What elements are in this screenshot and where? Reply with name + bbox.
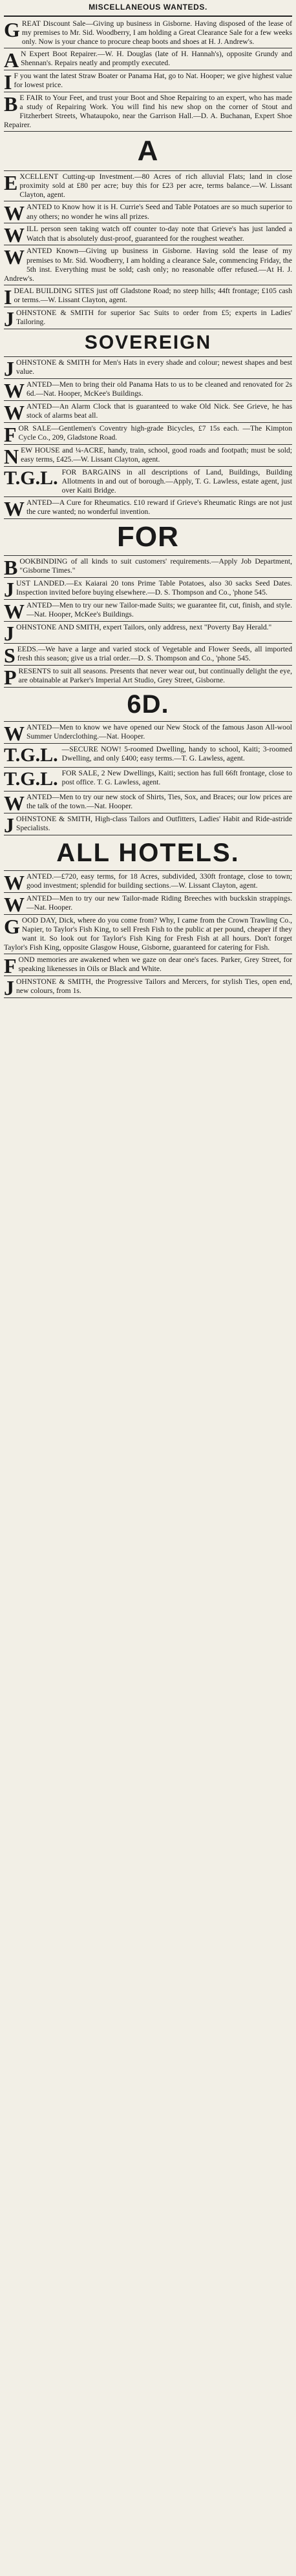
banner-all-hotels: ALL HOTELS. — [4, 835, 292, 871]
ad-initial-letter: W — [4, 721, 25, 744]
classified-ad — [4, 379, 292, 401]
classified-ad — [4, 915, 292, 954]
classified-ad — [4, 245, 292, 285]
ads-group-3 — [4, 357, 292, 519]
classified-ad — [4, 893, 292, 915]
classified-ad — [4, 578, 292, 600]
ad-initial-letter: W — [4, 892, 25, 915]
ad-text: OR SALE—Gentlemen's Coventry high-grade Bicycles, £7 15s each. —The Kimpton Cycle Co., 209, Gladstone Road. — [18, 424, 292, 442]
classified-ad — [4, 600, 292, 622]
ad-initial-letter: E — [4, 171, 18, 195]
ad-initial-letter: W — [4, 791, 25, 813]
ad-heading: T.G.L. — [4, 744, 58, 766]
ad-text: ILL person seen taking watch off counter to-day note that Grieve's has just landed a Watch that is absolutely dust-proof, guaranteed for the roughest weather. — [26, 225, 292, 243]
ad-text: ANTED—Men to try our new Tailor-made Riding Breeches with buckskin strappings.—Nat. Hooper. — [26, 894, 292, 912]
ad-initial-letter: N — [4, 444, 19, 467]
ad-initial-letter: J — [4, 976, 14, 998]
classified-ad — [4, 497, 292, 519]
classified-ad — [4, 644, 292, 666]
ad-initial-letter: J — [4, 307, 14, 329]
section-header: MISCELLANEOUS WANTEDS. — [4, 0, 292, 17]
ad-initial-letter: G — [4, 18, 20, 41]
classified-ad — [4, 467, 292, 497]
classified-ad — [4, 401, 292, 423]
ad-text: DEAL BUILDING SITES just off Gladstone Road; no steep hills; 44ft frontage; £105 cash or terms.—W. Lissant Clayton, agent. — [14, 286, 292, 304]
ad-heading: T.G.L. — [4, 768, 58, 790]
ad-text: N Expert Boot Repairer.—W. H. Douglas (late of H. Hannah's), opposite Grundy and Shennan's. Repairs neatly and promptly executed. — [21, 50, 292, 68]
classified-ad — [4, 813, 292, 835]
classified-ad — [4, 768, 292, 792]
ad-initial-letter: W — [4, 245, 25, 269]
ad-text: REAT Discount Sale—Giving up business in Gisborne. Having disposed of the lease of my premises to Mr. Sid. Woodberry, I am holding a Great Clearance Sale for a few weeks only. Now is your chance to procure cheap boots and shoes at H. J. Andrew's. — [21, 19, 292, 46]
ad-initial-letter: W — [4, 496, 25, 519]
ad-text: RESENTS to suit all seasons. Presents that never wear out, but continually delight the eye, are obtainable at Parker's Imperial Art Studio, Grey Street, Gisborne. — [18, 666, 292, 684]
ad-initial-letter: J — [4, 813, 14, 835]
ad-text: —SECURE NOW! 5-roomed Dwelling, handy to school, Kaiti; 3-roomed Dwelling, and only £400; easy terms.—T. G. Lawless, agent. — [61, 744, 292, 762]
classified-ad — [4, 666, 292, 688]
ad-initial-letter: A — [4, 48, 19, 71]
classified-ad — [4, 70, 292, 92]
classified-ad — [4, 171, 292, 201]
ad-text: OHNSTONE & SMITH, the Progressive Tailors and Mercers, for stylish Ties, open end, new colours, from 1s. — [16, 977, 292, 996]
ad-initial-letter: P — [4, 665, 17, 688]
ad-initial-letter: F — [4, 422, 17, 445]
ad-text: OOD DAY, Dick, where do you come from? Why, I came from the Crown Trawling Co., Napier, to Taylor's Fish King, to sell Fresh Fish to the public at per pound, cheaper if they want it. So look out for Taylor's Fish King for Fresh Fish at all hours. Don't forget Taylor's Fish King, opposite Glasgow House, Gisborne, guaranteed for catering for Fish. — [4, 915, 292, 952]
ad-text: ANTED—A Cure for Rheumatics. £10 reward if Grieve's Rheumatic Rings are not just the cure wanted; no wonderful invention. — [26, 498, 292, 516]
ad-initial-letter: J — [4, 356, 14, 379]
classified-ad — [4, 18, 292, 48]
classified-ad — [4, 285, 292, 307]
ad-initial-letter: F — [4, 954, 17, 976]
ad-text: UST LANDED.—Ex Kaiarai 20 tons Prime Table Potatoes, also 30 sacks Seed Dates. Inspection invited before buying elsewhere.—D. S. Thompson and Co., 'phone 545. — [16, 578, 292, 597]
classified-ad — [4, 556, 292, 578]
ad-text: OND memories are awakened when we gaze on dear one's faces. Parker, Grey Street, for speaking likenesses in Oils or Black and White. — [18, 955, 292, 974]
ad-initial-letter: J — [4, 621, 14, 644]
ad-text: OHNSTONE & SMITH, High-class Tailors and Outfitters, Ladies' Habit and Ride-astride Specialists. — [16, 814, 292, 832]
ad-text: ANTED to Know how it is H. Currie's Seed and Table Potatoes are so much superior to any others; no wonder he wins all prizes. — [26, 203, 292, 221]
ad-initial-letter: J — [4, 577, 14, 600]
ads-group-2 — [4, 171, 292, 329]
ad-text: ANTED.—£720, easy terms, for 18 Acres, subdivided, 330ft frontage, close to town; good investment; splendid for building sections.—W. Lissant Clayton, agent. — [26, 872, 292, 890]
ad-initial-letter: W — [4, 599, 25, 622]
ad-text: OHNSTONE & SMITH for Men's Hats in every shade and colour; newest shapes and best value. — [16, 358, 292, 376]
classified-ad — [4, 445, 292, 467]
ad-initial-letter: W — [4, 400, 25, 423]
ad-heading: T.G.L. — [4, 467, 58, 489]
ad-text: ANTED—An Alarm Clock that is guaranteed to wake Old Nick. See Grieve, he has stock of alarms beat all. — [26, 402, 292, 420]
banner-a: A — [4, 132, 292, 171]
classified-ad — [4, 722, 292, 744]
ad-text: ANTED—Men to know we have opened our New Stock of the famous Jason All-wool Summer Underclothing.—Nat. Hooper. — [26, 722, 292, 741]
ad-initial-letter: W — [4, 201, 25, 224]
banner-sovereign: SOVEREIGN — [4, 329, 292, 357]
ad-text: F you want the latest Straw Boater or Panama Hat, go to Nat. Hooper; we give highest value for lowest price. — [14, 72, 292, 90]
ad-initial-letter: B — [4, 92, 18, 116]
classified-ad — [4, 357, 292, 379]
classified-ad — [4, 223, 292, 245]
ad-initial-letter: I — [4, 285, 12, 307]
classified-ad — [4, 423, 292, 445]
classified-ad — [4, 792, 292, 813]
ad-initial-letter: S — [4, 643, 16, 666]
ad-text: ANTED—Men to try our new Tailor-made Suits; we guarantee fit, cut, finish, and style.—Nat. Hooper, McKee's Buildings. — [26, 600, 292, 618]
ad-initial-letter: W — [4, 870, 25, 893]
ad-text: FOR BARGAINS in all descriptions of Land, Buildings, Building Allotments in and out of borough.—Apply, T. G. Lawless, estate agent, just over Kaiti Bridge. — [61, 467, 292, 495]
banner-for: FOR — [4, 519, 292, 556]
classified-ad — [4, 201, 292, 223]
ad-text: FOR SALE, 2 New Dwellings, Kaiti; section has full 66ft frontage, close to post office. T. G. Lawless, agent. — [61, 768, 292, 786]
ad-initial-letter: G — [4, 914, 20, 938]
classified-ad — [4, 744, 292, 768]
ad-text: EEDS.—We have a large and varied stock of Vegetable and Flower Seeds, all imported fresh this season; give us a trial order.—D. S. Thompson and Co., 'phone 545. — [17, 644, 292, 662]
ad-text: OHNSTONE & SMITH for superior Sac Suits to order from £5; experts in Ladies' Tailoring. — [16, 308, 292, 326]
ads-group-6 — [4, 871, 292, 998]
ad-text: E FAIR to Your Feet, and trust your Boot and Shoe Repairing to an expert, who has made a study of Repairing Work. You will find his new shop on the corner of Stout and Fitzherbert Streets, Whataupoko, near the Garrison Hall.—D. A. Buchanan, Expert Shoe Repairer. — [4, 94, 292, 130]
classified-ad — [4, 92, 292, 132]
classified-ad — [4, 48, 292, 70]
ad-text: ANTED—Men to try our new stock of Shirts, Ties, Sox, and Braces; our low prices are the talk of the town.—Nat. Hooper. — [26, 792, 292, 810]
ad-initial-letter: B — [4, 555, 18, 578]
banner-6d: 6D. — [4, 688, 292, 722]
ad-text: ANTED Known—Giving up business in Gisborne. Having sold the lease of my premises to Mr. Sid. Woodberry, I am holding a clearance Sale, commencing Friday, the 5th inst. Everything must be sold; cash only; no reasonable offer refused.—At H. J. Andrew's. — [4, 247, 292, 283]
ad-initial-letter: W — [4, 378, 25, 401]
classified-ad — [4, 976, 292, 998]
ad-text: OOKBINDING of all kinds to suit customers' requirements.—Apply Job Department, "Gisborne Times." — [19, 557, 292, 575]
ad-text: ANTED—Men to bring their old Panama Hats to us to be cleaned and renovated for 2s 6d.—Nat. Hooper, McKee's Buildings. — [26, 380, 292, 398]
ads-group-1 — [4, 18, 292, 132]
classified-ad — [4, 622, 292, 644]
ad-text: XCELLENT Cutting-up Investment.—80 Acres of rich alluvial Flats; land in close proximity sold at £80 per acre; buy this for £23 per acre, terms balance.—W. Lissant Clayton, agent. — [19, 172, 292, 199]
ad-initial-letter: W — [4, 223, 25, 246]
ads-group-4 — [4, 556, 292, 688]
classified-ad — [4, 307, 292, 329]
classified-ad — [4, 871, 292, 893]
classified-ad — [4, 954, 292, 976]
ads-group-5 — [4, 722, 292, 835]
ad-text: EW HOUSE and ¼-ACRE, handy, train, school, good roads and footpath; must be sold; easy terms, £425.—W. Lissant Clayton, agent. — [21, 445, 292, 464]
ad-initial-letter: I — [4, 70, 12, 93]
ad-text: OHNSTONE AND SMITH, expert Tailors, only address, next "Poverty Bay Herald." — [16, 622, 272, 631]
